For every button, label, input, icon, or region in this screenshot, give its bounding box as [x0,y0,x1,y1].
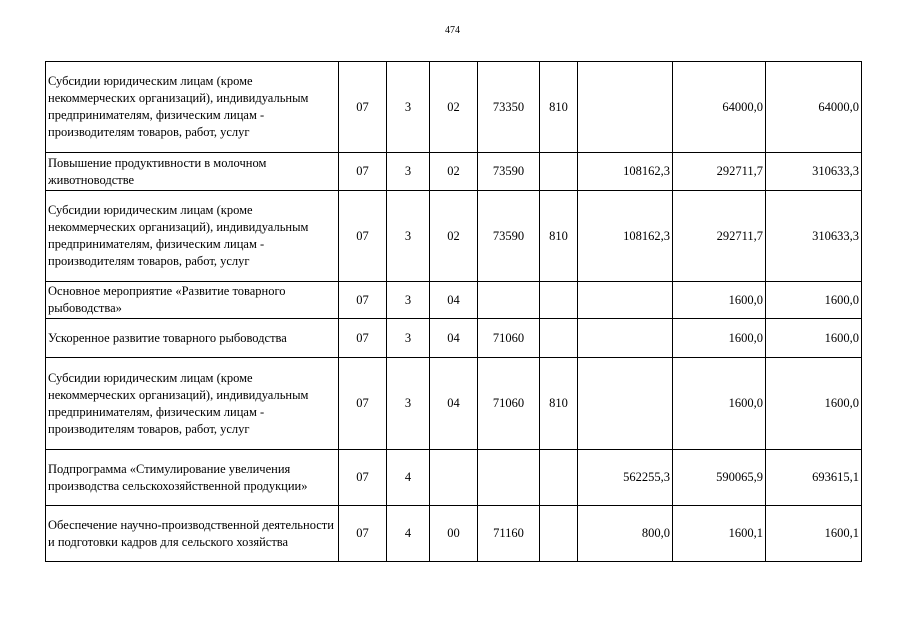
direction-code: 71060 [478,319,540,358]
row-name: Субсидии юридическим лицам (кроме некоммерческих организаций), индивидуальным предпринимателям, физическим лицам - производителям товаров, работ, услуг [46,191,339,282]
sum-year-2: 292711,7 [673,191,766,282]
table-row [46,506,862,562]
section-code: 07 [339,153,387,191]
subsection-code: 3 [387,153,430,191]
subsection-code: 3 [387,282,430,319]
sum-year-3: 310633,3 [766,153,862,191]
program-code: 04 [430,319,478,358]
direction-code: 73350 [478,62,540,153]
sum-year-1 [578,282,673,319]
program-code: 04 [430,282,478,319]
subsection-code: 3 [387,191,430,282]
expense-type-code [540,153,578,191]
sum-year-1 [578,62,673,153]
expense-type-code: 810 [540,358,578,450]
section-code: 07 [339,62,387,153]
row-name: Обеспечение научно-производственной деятельности и подготовки кадров для сельского хозяйства [46,506,339,562]
expense-type-code: 810 [540,191,578,282]
subsection-code: 3 [387,62,430,153]
table-row [46,358,862,450]
program-code [430,450,478,506]
sum-year-3: 693615,1 [766,450,862,506]
budget-table [45,61,862,562]
program-code: 04 [430,358,478,450]
sum-year-1: 108162,3 [578,153,673,191]
sum-year-3: 1600,0 [766,282,862,319]
sum-year-2: 1600,0 [673,319,766,358]
sum-year-2: 292711,7 [673,153,766,191]
sum-year-3: 64000,0 [766,62,862,153]
sum-year-2: 64000,0 [673,62,766,153]
program-code: 00 [430,506,478,562]
row-name: Ускоренное развитие товарного рыбоводства [46,319,339,358]
table-row [46,450,862,506]
sum-year-1: 108162,3 [578,191,673,282]
table-row [46,282,862,319]
section-code: 07 [339,282,387,319]
row-name: Повышение продуктивности в молочном животноводстве [46,153,339,191]
sum-year-2: 590065,9 [673,450,766,506]
direction-code: 73590 [478,191,540,282]
row-name: Субсидии юридическим лицам (кроме некоммерческих организаций), индивидуальным предпринимателям, физическим лицам - производителям товаров, работ, услуг [46,62,339,153]
subsection-code: 3 [387,358,430,450]
direction-code [478,450,540,506]
sum-year-2: 1600,1 [673,506,766,562]
program-code: 02 [430,62,478,153]
sum-year-3: 1600,0 [766,358,862,450]
direction-code: 71060 [478,358,540,450]
direction-code: 73590 [478,153,540,191]
row-name: Основное мероприятие «Развитие товарного рыбоводства» [46,282,339,319]
subsection-code: 4 [387,506,430,562]
expense-type-code [540,506,578,562]
row-name: Субсидии юридическим лицам (кроме некоммерческих организаций), индивидуальным предпринимателям, физическим лицам - производителям товаров, работ, услуг [46,358,339,450]
program-code: 02 [430,153,478,191]
page-number: 474 [445,25,460,36]
direction-code [478,282,540,319]
table-row [46,319,862,358]
subsection-code: 3 [387,319,430,358]
sum-year-1 [578,319,673,358]
table-row [46,191,862,282]
expense-type-code [540,319,578,358]
expense-type-code [540,282,578,319]
subsection-code: 4 [387,450,430,506]
table-row [46,62,862,153]
section-code: 07 [339,450,387,506]
section-code: 07 [339,506,387,562]
table-row [46,153,862,191]
sum-year-1: 800,0 [578,506,673,562]
expense-type-code: 810 [540,62,578,153]
direction-code: 71160 [478,506,540,562]
sum-year-1: 562255,3 [578,450,673,506]
section-code: 07 [339,319,387,358]
sum-year-1 [578,358,673,450]
program-code: 02 [430,191,478,282]
sum-year-3: 310633,3 [766,191,862,282]
section-code: 07 [339,191,387,282]
sum-year-2: 1600,0 [673,358,766,450]
section-code: 07 [339,358,387,450]
sum-year-2: 1600,0 [673,282,766,319]
sum-year-3: 1600,0 [766,319,862,358]
expense-type-code [540,450,578,506]
row-name: Подпрограмма «Стимулирование увеличения производства сельскохозяйственной продукции» [46,450,339,506]
sum-year-3: 1600,1 [766,506,862,562]
